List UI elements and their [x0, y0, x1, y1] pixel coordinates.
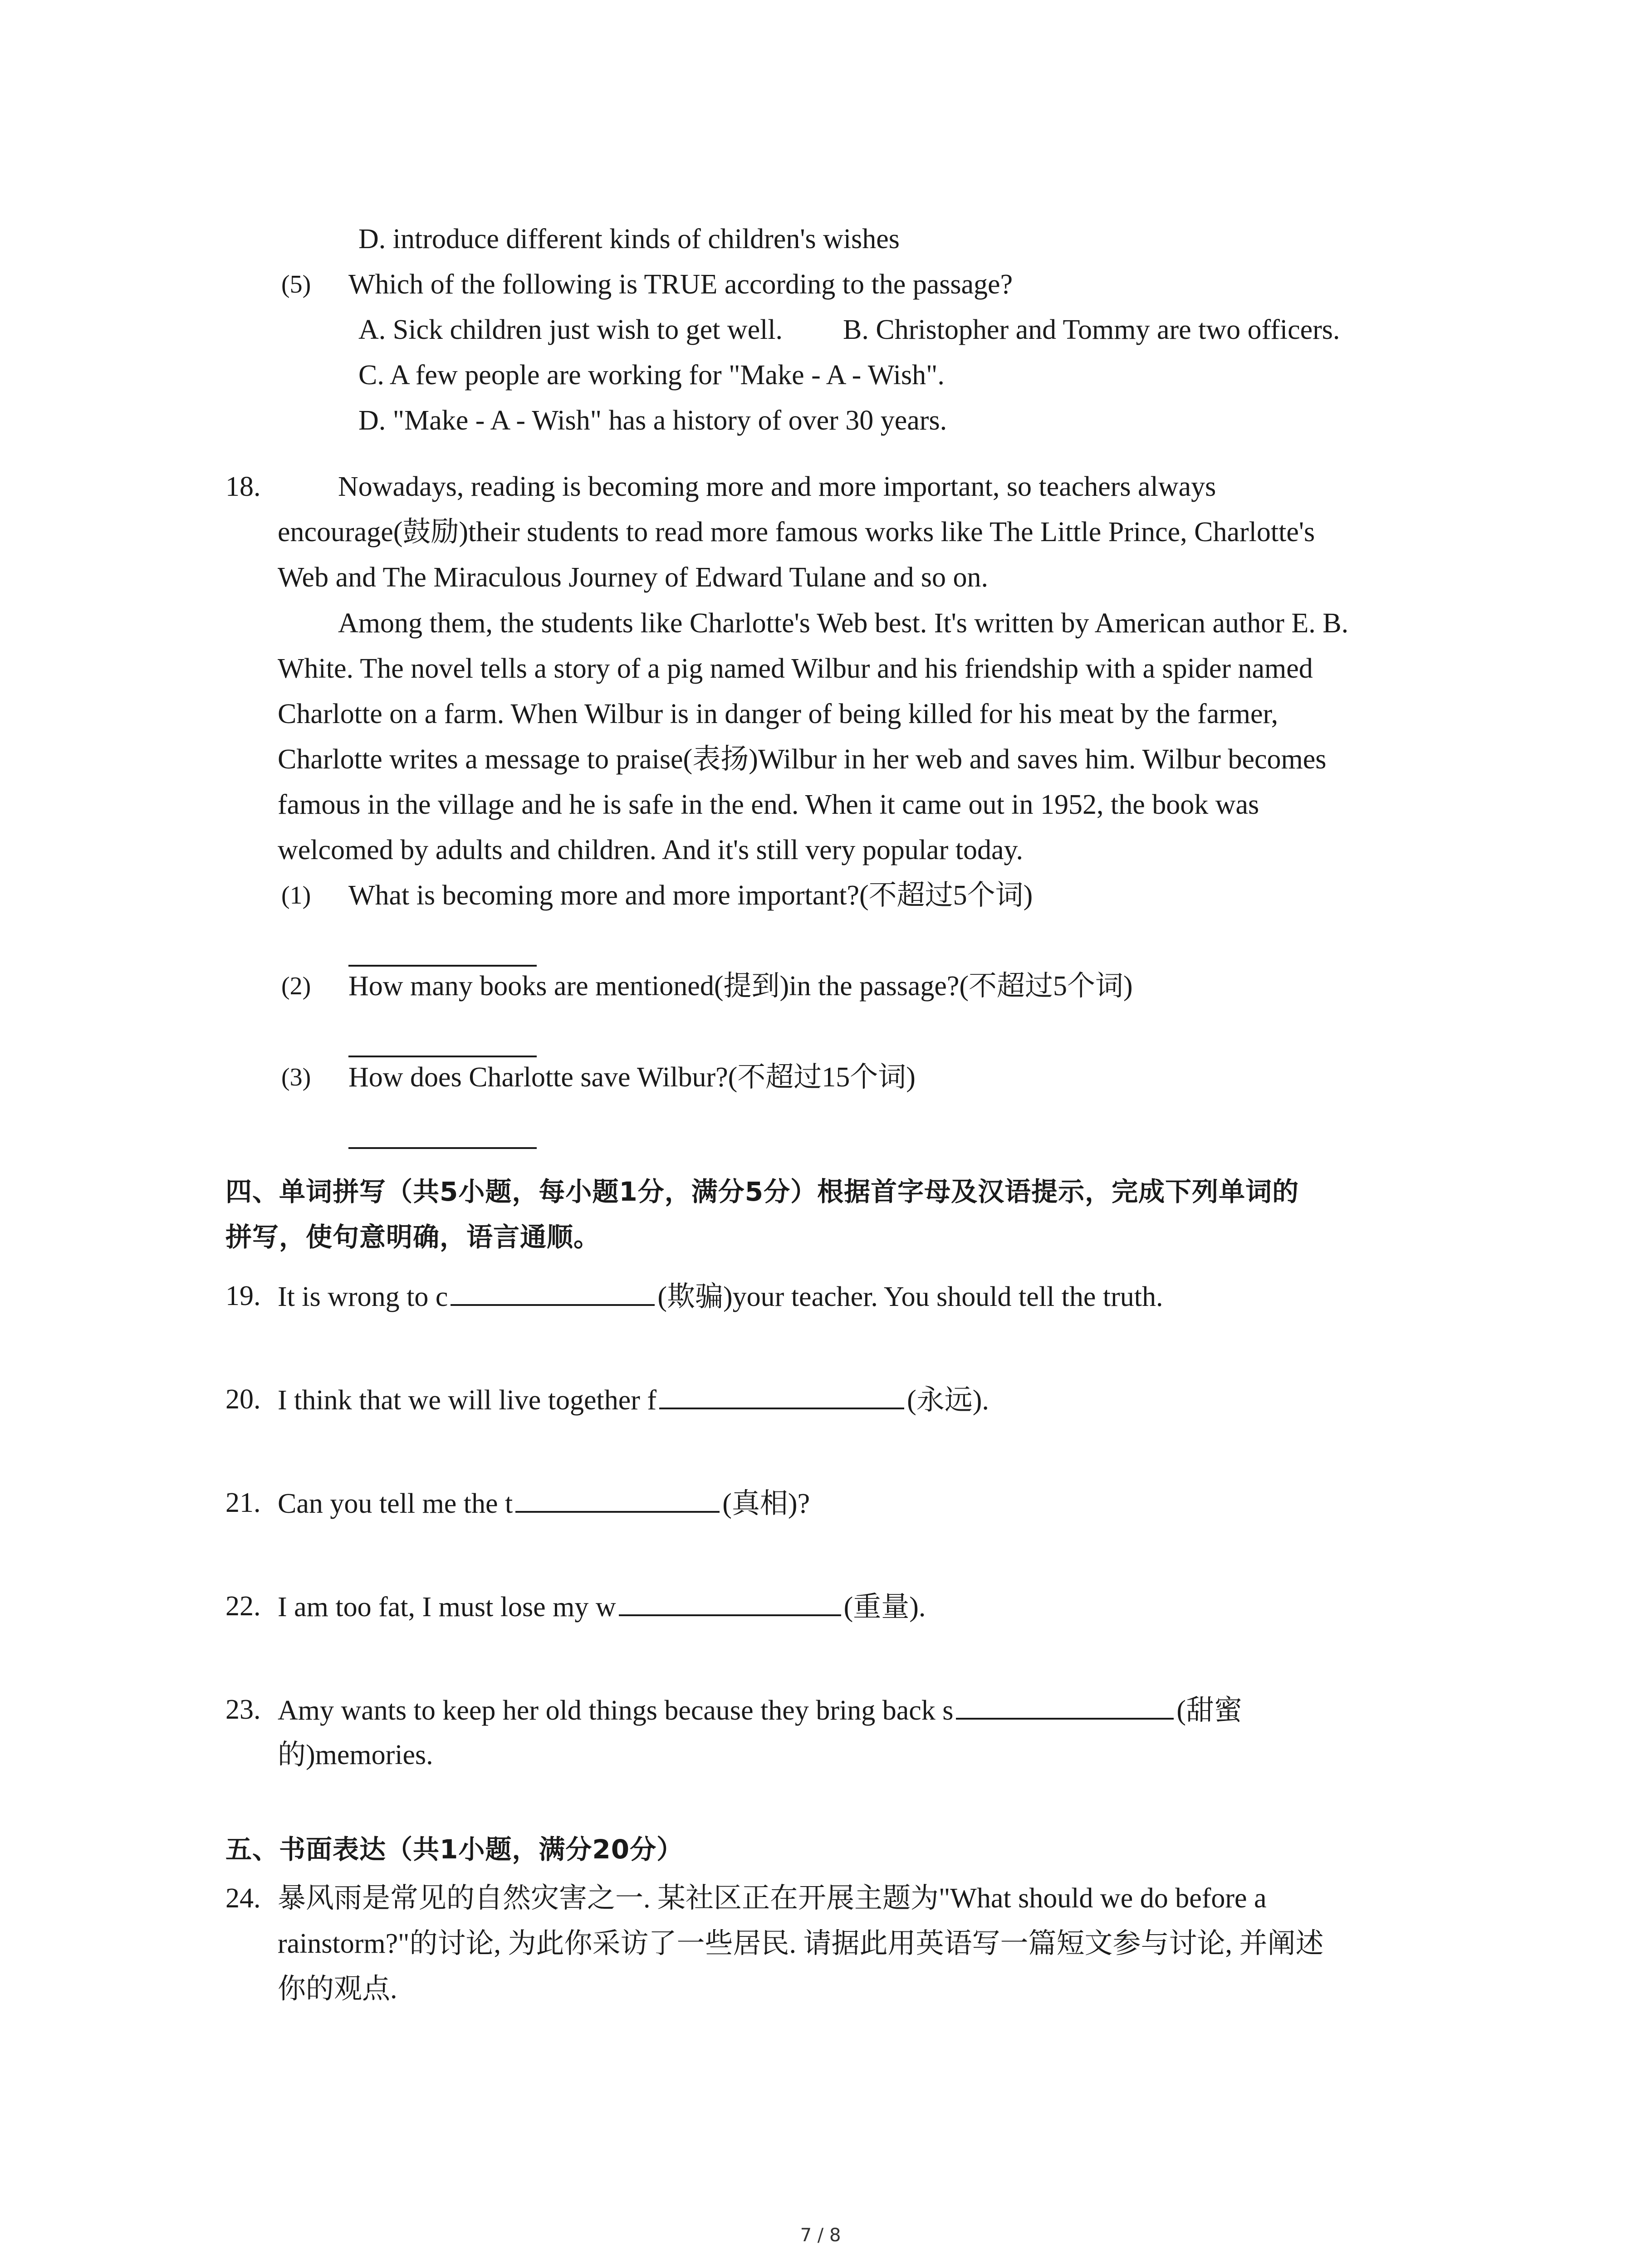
- q22-number: 22.: [225, 1591, 261, 1622]
- q21-sentence: [278, 1485, 810, 1522]
- q19-sentence: [278, 1278, 1163, 1315]
- q20-number: 20.: [225, 1384, 261, 1415]
- q18-p2-line5: famous in the village and he is safe in the end. When it came out in 1952, the book was: [278, 789, 1259, 820]
- q18-p2-line3: Charlotte on a farm. When Wilbur is in danger of being killed for his meat by the farmer,: [278, 699, 1279, 729]
- q23-text-after: (甜蜜: [1176, 1695, 1243, 1726]
- q18-q3-number: (3): [281, 1063, 311, 1091]
- section4-heading-line2: 拼写，使句意明确，语言通顺。: [225, 1222, 601, 1252]
- q17-sub5-number: (5): [281, 270, 311, 298]
- q18-p2-line6: welcomed by adults and children. And it's still very popular today.: [278, 835, 1023, 865]
- q20-blank[interactable]: [659, 1381, 904, 1409]
- q17-option-d: D. introduce different kinds of children's wishes: [358, 224, 900, 254]
- q18-q2-text: How many books are mentioned(提到)in the passage?(不超过5个词): [348, 971, 1133, 1002]
- q17-sub5-option-c: C. A few people are working for "Make - A - Wish".: [358, 360, 945, 391]
- q23-blank[interactable]: [956, 1691, 1174, 1720]
- q24-line2: rainstorm?"的讨论, 为此你采访了一些居民. 请据此用英语写一篇短文参与讨论, 并阐述: [278, 1928, 1324, 1959]
- q24-line3: 你的观点.: [278, 1974, 397, 2004]
- section5-heading: 五、书面表达（共1小题，满分20分）: [225, 1834, 684, 1865]
- q23-sentence-line2: 的)memories.: [278, 1740, 433, 1770]
- q19-text-after: (欺骗)your teacher. You should tell the truth.: [657, 1281, 1163, 1312]
- q18-q3-text: How does Charlotte save Wilbur?(不超过15个词): [348, 1062, 916, 1093]
- q24-number: 24.: [225, 1883, 261, 1914]
- q22-sentence: [278, 1588, 926, 1625]
- q18-p2-line2: White. The novel tells a story of a pig named Wilbur and his friendship with a spider named: [278, 653, 1313, 684]
- q18-q1-number: (1): [281, 881, 311, 909]
- q17-sub5-question: Which of the following is TRUE according to the passage?: [348, 269, 1013, 300]
- q20-sentence: [278, 1381, 989, 1418]
- q22-text-before: I am too fat, I must lose my w: [278, 1592, 616, 1623]
- q23-text-before: Amy wants to keep her old things because they bring back s: [278, 1695, 954, 1726]
- q18-p2-line4: Charlotte writes a message to praise(表扬)Wilbur in her web and saves him. Wilbur becomes: [278, 744, 1327, 775]
- q21-text-after: (真相)?: [722, 1488, 810, 1519]
- q19-number: 19.: [225, 1281, 261, 1311]
- page-number: 7 / 8: [800, 2225, 841, 2246]
- q18-q3-answer-line[interactable]: [348, 1147, 537, 1149]
- q21-blank[interactable]: [515, 1485, 720, 1513]
- q18-p2-line1: Among them, the students like Charlotte's Web best. It's written by American author E. B.: [338, 608, 1349, 639]
- q22-text-after: (重量).: [843, 1592, 926, 1623]
- q23-number: 23.: [225, 1694, 261, 1725]
- q17-sub5-option-d: D. "Make - A - Wish" has a history of over 30 years.: [358, 405, 947, 436]
- q23-sentence: [278, 1691, 1242, 1729]
- q20-text-after: (永远).: [907, 1385, 989, 1416]
- q18-p1-line2: encourage(鼓励)their students to read more famous works like The Little Prince, Charlotte's: [278, 517, 1315, 547]
- q18-q2-answer-line[interactable]: [348, 1056, 537, 1057]
- q24-line1: 暴风雨是常见的自然灾害之一. 某社区正在开展主题为"What should we do before a: [278, 1883, 1267, 1914]
- q19-text-before: It is wrong to c: [278, 1281, 448, 1312]
- q17-sub5-option-b: B. Christopher and Tommy are two officers.: [843, 314, 1340, 345]
- q21-number: 21.: [225, 1487, 261, 1518]
- q17-sub5-option-a: A. Sick children just wish to get well.: [358, 314, 783, 345]
- q18-q2-number: (2): [281, 972, 311, 1000]
- q18-p1-line3: Web and The Miraculous Journey of Edward Tulane and so on.: [278, 562, 988, 593]
- q22-blank[interactable]: [619, 1588, 841, 1616]
- q19-blank[interactable]: [451, 1278, 655, 1306]
- q18-p1-line1: Nowadays, reading is becoming more and more important, so teachers always: [338, 471, 1216, 502]
- section4-heading-line1: 四、单词拼写（共5小题，每小题1分，满分5分）根据首字母及汉语提示，完成下列单词的: [225, 1176, 1299, 1207]
- q18-q1-answer-line[interactable]: [348, 965, 537, 967]
- q18-number: 18.: [225, 471, 261, 502]
- q18-q1-text: What is becoming more and more important?(不超过5个词): [348, 880, 1033, 911]
- q20-text-before: I think that we will live together f: [278, 1385, 657, 1416]
- q21-text-before: Can you tell me the t: [278, 1488, 513, 1519]
